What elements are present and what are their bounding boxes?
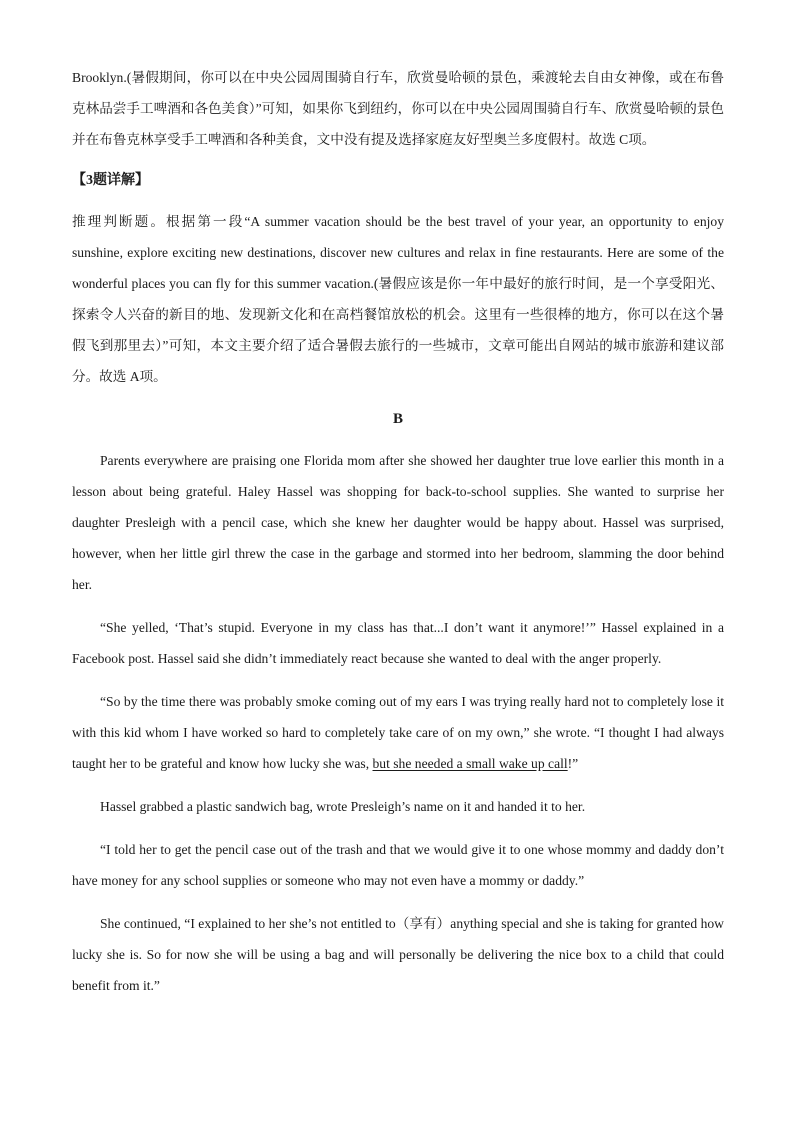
passage-paragraph-4: Hassel grabbed a plastic sandwich bag, wrote Presleigh’s name on it and handed it to her.: [100, 799, 586, 814]
question-3-heading: 【3题详解】: [72, 173, 149, 188]
passage-paragraph-6: She continued, “I explained to her she’s not entitled to（享有）anything special and she is taking for granted how lucky she is. So for now she will be using a bag and will personally be delivering the nice box to a child that could benefit from it.”: [72, 916, 724, 993]
question-3-explanation: 推理判断题。根据第一段“A summer vacation should be the best travel of your year, an opportunity to enjoy sunshine, explore exciting new destinations, discover new cultures and relax in fine restaurants. Here are some of the wonderful places you can fly for this summer vacation.(暑假应该是你一年中最好的旅行时间，是一个享受阳光、探索令人兴奋的新目的地、发现新文化和在高档餐馆放松的机会。这里有一些很棒的地方，你可以在这个暑假飞到那里去）”可知，本文主要介绍了适合暑假去旅行的一些城市，文章可能出自网站的城市旅游和建议部分。故选 A项。: [72, 214, 724, 384]
paragraph-3-text-start: “So by the time there was probably smoke coming out of my ears I was trying really hard not to completely lose it with this kid whom I have worked so hard to completely take care of on my own,” she wrote. “I thought I had always taught her to be grateful and know how lucky she was,: [72, 694, 724, 771]
paragraph-3-text-end: !”: [567, 756, 579, 771]
passage-paragraph-3: [72, 686, 724, 779]
section-b-title: B: [392, 411, 403, 427]
passage-paragraph-1: Parents everywhere are praising one Florida mom after she showed her daughter true love earlier this month in a lesson about being grateful. Haley Hassel was shopping for back-to-school supplies. She wanted to surprise her daughter Presleigh with a pencil case, which she knew her daughter would be happy about. Hassel was surprised, however, when her little girl threw the case in the garbage and stormed into her bedroom, slamming the door behind her.: [72, 453, 724, 592]
underlined-phrase: but she needed a small wake up call: [372, 756, 568, 771]
document-page: [72, 62, 724, 1001]
answer-2-explanation-tail: Brooklyn.(暑假期间，你可以在中央公园周围骑自行车，欣赏曼哈顿的景色，乘渡轮去自由女神像，或在布鲁克林品尝手工啤酒和各色美食）”可知，如果你飞到纽约，你可以在中央公园周围骑自行车、欣赏曼哈顿的景色并在布鲁克林享受手工啤酒和各种美食，文中没有提及选择家庭友好型奥兰多度假村。故选 C项。: [72, 70, 724, 147]
passage-paragraph-5: “I told her to get the pencil case out of the trash and that we would give it to one whose mommy and daddy don’t have money for any school supplies or someone who may not even have a mommy or daddy.”: [72, 842, 724, 888]
passage-paragraph-2: “She yelled, ‘That’s stupid. Everyone in my class has that...I don’t want it anymore!’” Hassel explained in a Facebook post. Hassel said she didn’t immediately react because she wanted to deal with the anger properly.: [72, 620, 724, 666]
